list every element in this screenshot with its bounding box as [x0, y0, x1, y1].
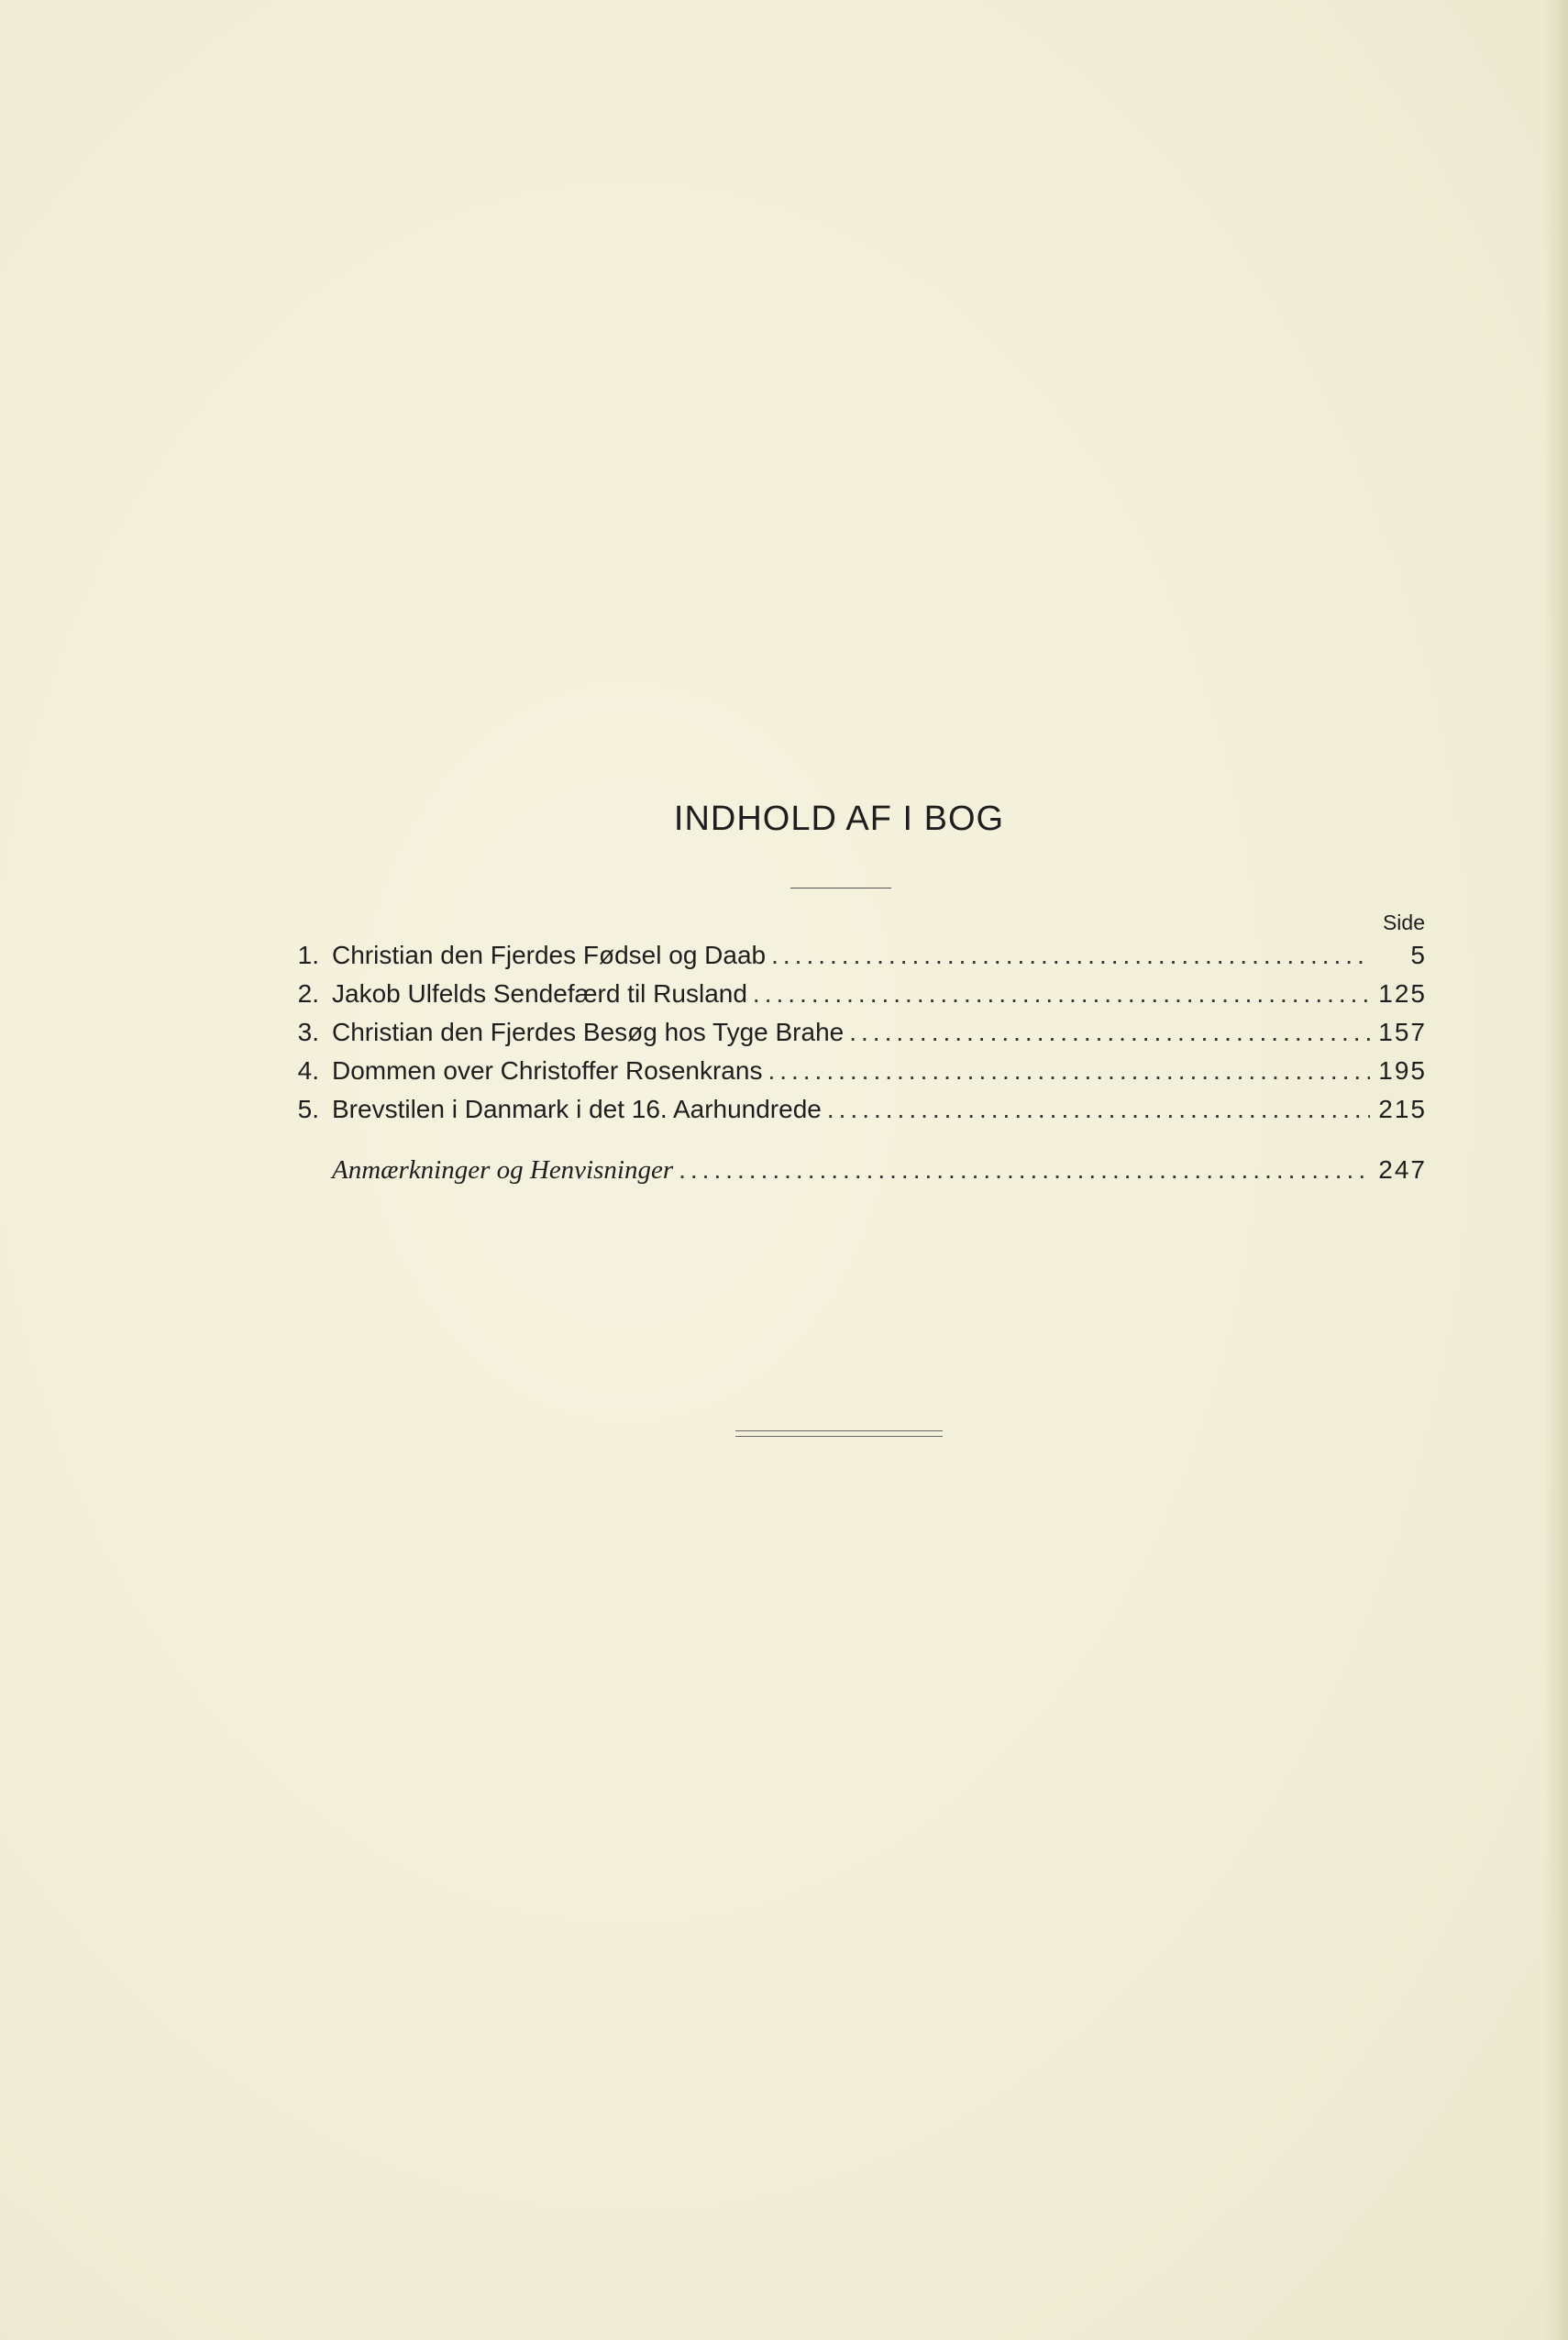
- toc-leader-dots: [679, 1155, 1370, 1185]
- toc-entry-title: Brevstilen i Danmark i det 16. Aarhundrede: [332, 1095, 822, 1123]
- toc-leader-dots: [753, 979, 1370, 1009]
- toc-leader-dots: [771, 941, 1370, 970]
- page-column-label: Side: [1382, 911, 1425, 934]
- toc-entry-page: 157: [1378, 1018, 1427, 1046]
- toc-entry-number: 3.: [297, 1018, 319, 1046]
- toc-entry-appendix: [275, 1155, 1427, 1194]
- toc-entry-page: 125: [1378, 979, 1427, 1008]
- toc-entry-title: Anmærkninger og Henvisninger: [332, 1155, 674, 1185]
- toc-entry-page: 195: [1378, 1056, 1427, 1085]
- toc-entry-number: 1.: [297, 941, 319, 969]
- page-title: INDHOLD AF I BOG: [673, 800, 1005, 838]
- toc-entry-number: 4.: [297, 1056, 319, 1085]
- toc-entry-title: Christian den Fjerdes Fødsel og Daab: [332, 941, 767, 969]
- toc-entry-page: 247: [1378, 1155, 1427, 1184]
- toc-entry-5: [275, 1095, 1427, 1133]
- toc-entry-1: [275, 941, 1427, 979]
- title-rule: [790, 888, 891, 889]
- toc-leader-dots: [767, 1056, 1370, 1086]
- toc-entry-page: 5: [1410, 941, 1427, 969]
- toc-entry-2: [275, 979, 1427, 1018]
- toc-entry-page: 215: [1378, 1095, 1427, 1123]
- toc-leader-dots: [827, 1095, 1370, 1124]
- page-edge-shadow: [1544, 0, 1568, 2340]
- toc-leader-dots: [849, 1018, 1370, 1047]
- toc-entry-3: [275, 1018, 1427, 1056]
- toc-entry-title: Christian den Fjerdes Besøg hos Tyge Brahe: [332, 1018, 845, 1046]
- toc-entry-4: [275, 1056, 1427, 1095]
- table-of-contents: [275, 941, 1427, 1194]
- end-double-rule: [735, 1430, 943, 1437]
- toc-entry-number: 2.: [297, 979, 319, 1008]
- toc-entry-number: 5.: [297, 1095, 319, 1123]
- toc-entry-title: Jakob Ulfelds Sendefærd til Rusland: [332, 979, 747, 1008]
- toc-entry-title: Dommen over Christoffer Rosenkrans: [332, 1056, 763, 1085]
